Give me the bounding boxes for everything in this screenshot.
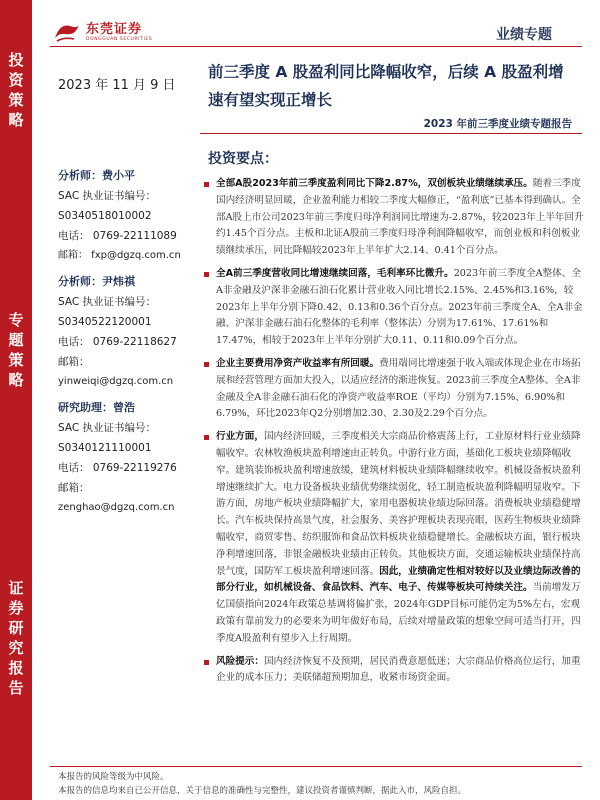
analyst-role: 分析师： <box>58 169 102 182</box>
logo-text-cn: 东莞证券 <box>86 21 143 37</box>
company-logo <box>52 20 152 44</box>
analyst-phone: 电话： 0769-22119276 <box>58 462 177 474</box>
analyst-name: 费小平 <box>102 169 135 182</box>
left-sidebar-band <box>0 0 32 800</box>
disclaimer <box>58 770 588 798</box>
sidebar-label-special-strategy: 专 题 策 略 <box>8 311 24 389</box>
analyst-role: 分析师： <box>58 275 102 288</box>
analyst-cert-label: SAC 执业证书编号： <box>58 296 157 308</box>
analyst-email-label: 邮箱： <box>58 356 90 368</box>
bullet-square-icon <box>204 660 209 665</box>
key-point-emphasis: 因此，业绩确定性相对较好以及业绩边际改善的部分行业，如机械设备、食品饮料、汽车、电子、传媒等板块可持续关注。 <box>216 565 581 594</box>
key-point-lead: 全部A股2023年前三季度盈利同比下降2.87%，双创板块业绩继续承压。 <box>216 178 533 189</box>
key-point <box>200 176 586 260</box>
analyst-cert: S0340518010002 <box>58 210 152 222</box>
analyst-role: 研究助理： <box>58 401 113 414</box>
key-point-body: 国内经济回暖，三季度相关大宗商品价格震荡上行，工业原材料行业业绩降幅收窄。农林牧渔板块盈利增速由正转负。中游行业方面，基础化工板块业绩降幅收窄。建筑装饰板块盈利增速放缓，建筑材料板块业绩降幅继续收窄。机械设备板块盈利增速继续扩大。电力设备板块业绩优势继续弱化，轻工制造板块盈利降幅明显收窄。下游方面，房地产板块业绩降幅扩大，家用电器板块业绩边际回落。消费板块业绩稳健增长。汽车板块保持高景气度，社会服务、美容护理板块表现亮眼，医药生物板块业绩降幅收窄，商贸零售、纺织服饰和食品饮料板块业绩稳健增长。金融板块方面，银行板块净利增速回落，非银金融板块业绩由正转负。其他板块方面，交通运输板块业绩保持高景气度，国防军工板块盈利增速回落。 <box>216 431 581 577</box>
analyst-email[interactable]: 邮箱： fxp@dgzq.com.cn <box>58 250 181 261</box>
sidebar-label-investment-strategy: 投 资 策 略 <box>8 51 24 129</box>
key-points-heading: 投资要点： <box>208 151 278 167</box>
analyst-name: 曾浩 <box>113 401 135 414</box>
analyst-name: 尹炜祺 <box>102 275 135 288</box>
key-point-lead: 风险提示： <box>216 655 264 667</box>
key-point-lead: 全A前三季度营收同比增速继续回落，毛利率环比微升。 <box>216 267 454 279</box>
analyst-cert: S0340121110001 <box>58 442 152 454</box>
key-points-list <box>200 176 586 693</box>
logo-emblem-icon <box>52 20 82 44</box>
footer-divider <box>50 766 582 767</box>
analyst-phone: 电话： 0769-22111089 <box>58 230 177 242</box>
header-divider <box>50 46 582 47</box>
key-point-lead: 行业方面， <box>216 431 264 443</box>
analyst-cert: S0340522120001 <box>58 316 152 328</box>
source-note: 本报告的信息均来自已公开信息，关于信息的准确性与完整性，建议投资者谨慎判断，据此入市，风险自担。 <box>58 786 467 796</box>
report-date: 2023 年 11 月 9 日 <box>58 78 176 93</box>
key-point <box>200 654 586 688</box>
bullet-square-icon <box>204 182 209 187</box>
key-point-body: 国内经济恢复不及预期，居民消费意愿低迷；大宗商品价格高位运行，加重企业的成本压力；美联储超预期加息，收紧市场资金面。 <box>216 655 581 684</box>
report-category-tag: 业绩专题 <box>496 27 552 43</box>
analyst-phone: 电话： 0769-22118627 <box>58 336 177 348</box>
sidebar-label-research-report: 证 券 研 究 报 告 <box>8 579 24 697</box>
analyst-email-label: 邮箱： <box>58 482 90 494</box>
bullet-square-icon <box>204 272 209 277</box>
bullet-square-icon <box>204 362 209 367</box>
key-point <box>200 429 586 647</box>
analyst-block-3 <box>58 398 196 518</box>
key-point <box>200 356 586 423</box>
key-point-body: 2023年前三季度全A整体、全A非金融及沪深非金融石油石化累计营业收入同比增长2.15%、2.45%和3.16%，较2023年上半年分别下降0.42、0.13和0.36个百分点。2023年前三季度全A、全A非金融、沪深非金融石油石化整体的毛利率（整体法）分别为17.61%、17.61%和17.47%，相较于2023年上半年分别扩大0.11、0.11和0.09个百分点。 <box>216 267 583 347</box>
risk-level-note: 本报告的风险等级为中风险。 <box>58 772 169 782</box>
analyst-cert-label: SAC 执业证书编号： <box>58 190 157 202</box>
key-point-body-continued: 当前增发万亿国债指向2024年政策总基调将偏扩张，2024年GDP目标可能仍定为5%左右，宏观政策有靠前发力的必要来为明年做好布局，后续对增量政策的想象空间可适当打开，四季度A股盈利有望步入上行周期。 <box>216 582 581 644</box>
report-subtitle: 2023 年前三季度业绩专题报告 <box>423 118 572 130</box>
analyst-email[interactable]: zenghao@dgzq.com.cn <box>58 502 175 513</box>
analyst-block-1 <box>58 166 196 266</box>
key-point-lead: 企业主要费用净资产收益率有所回暖。 <box>216 357 380 369</box>
analyst-cert-label: SAC 执业证书编号： <box>58 422 157 434</box>
key-point-body: 费用端同比增速强于收入端或体现企业在市场拓展和经营管理方面加大投入，以适应经济的渐进恢复。2023前三季度全A整体、全A非金融及全A非金融石油石化的净资产收益率ROE（平均）分别为7.15%、6.90%和6.79%，环比2023年Q2分别增加2.30、2.30及2.29个百分点。 <box>216 357 581 420</box>
report-title: 前三季度 A 股盈利同比降幅收窄，后续 A 股盈利增速有望实现正增长 <box>208 63 564 109</box>
key-point <box>200 266 586 350</box>
bullet-square-icon <box>204 435 209 440</box>
logo-text-en: DONGGUAN SECURITIES <box>86 36 153 42</box>
key-point-body: 随着三季度国内经济明显回暖，企业盈利能力相较二季度大幅修正，“盈利底”已基本得到确认。全部A股上市公司2023年前三季度归母净利润同比增速为-2.87%，较2023年上半年回升约1.45个百分点。主板和北证A股前三季度归母净利润降幅收窄，而创业板和科创板业绩继续承压，同比降幅较2023年上半年扩大2.14、0.41个百分点。 <box>216 178 584 257</box>
analyst-block-2 <box>58 272 196 392</box>
analyst-email[interactable]: yinweiqi@dgzq.com.cn <box>58 376 174 387</box>
title-divider <box>200 133 582 134</box>
